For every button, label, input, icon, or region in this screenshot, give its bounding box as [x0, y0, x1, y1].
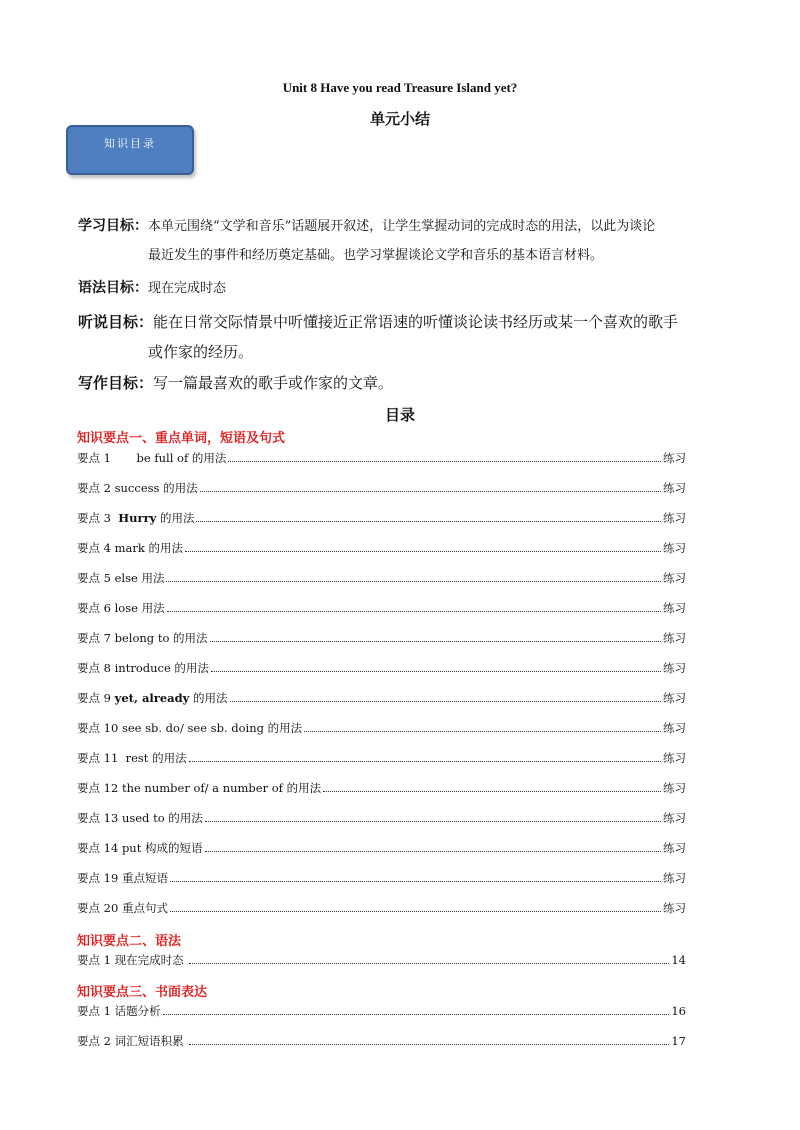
toc-entry[interactable]	[77, 840, 686, 858]
toc-entry-page-ref: 练习	[663, 481, 686, 495]
toc-entry-label	[77, 780, 321, 796]
toc-entry-page-ref: 练习	[663, 721, 686, 735]
toc-title: 目录	[384, 406, 415, 424]
writing-goal-label: 写作目标：	[78, 374, 154, 392]
toc-entry-text: 要点 13 used to 的用法	[77, 811, 203, 825]
toc-entry-text: 要点 14 put 构成的短语	[77, 841, 203, 855]
grammar-goal-label: 语法目标：	[78, 280, 148, 296]
writing-goal	[78, 372, 393, 394]
toc-entry-text: 要点 1 话题分析	[77, 1004, 161, 1018]
toc-dot-leader	[210, 630, 661, 642]
toc-entry-page-ref: 练习	[663, 451, 686, 465]
writing-goal-text: 写一篇最喜欢的歌手或作家的文章。	[153, 374, 394, 392]
toc-entry-label	[77, 810, 203, 826]
toc-entry-page-ref: 练习	[663, 661, 686, 675]
toc-entry[interactable]	[77, 600, 686, 618]
learning-goal-label: 学习目标：	[78, 218, 148, 234]
toc-entry-text: 要点 2 success 的用法	[77, 481, 198, 495]
toc-entry-text: 要点 3	[77, 511, 119, 525]
toc-dot-leader	[228, 450, 661, 462]
toc-section-heading: 知识要点二、语法	[77, 934, 182, 949]
knowledge-directory-box	[66, 125, 194, 175]
toc-entry-page-ref: 练习	[663, 781, 686, 795]
toc-dot-leader	[211, 660, 661, 672]
toc-entry-text: 要点 5 else 用法	[77, 571, 165, 585]
toc-dot-leader	[323, 780, 661, 792]
toc-dot-leader	[304, 720, 661, 732]
toc-entry-label	[77, 450, 226, 466]
toc-entry-page-ref: 练习	[663, 901, 686, 915]
toc-entry-page-ref: 练习	[663, 631, 686, 645]
grammar-goal	[78, 278, 226, 299]
toc-entry-label	[77, 720, 302, 736]
toc-dot-leader	[189, 952, 669, 964]
toc-dot-leader	[189, 750, 661, 762]
toc-entry-page-ref: 练习	[663, 751, 686, 765]
toc-entry-page-ref: 练习	[663, 511, 686, 525]
toc-entry-page-ref: 17	[671, 1034, 686, 1048]
toc-dot-leader	[170, 870, 661, 882]
toc-entry[interactable]	[77, 1033, 686, 1051]
toc-entry-page-ref: 16	[671, 1004, 686, 1018]
toc-entry-label	[77, 480, 198, 496]
learning-goal-text: 本单元围绕“文学和音乐”话题展开叙述，让学生掌握动词的完成时态的用法，以此为谈论	[148, 219, 656, 234]
listening-speaking-goal-text: 能在日常交际情景中听懂接近正常语速的听懂谈论读书经历或某一个喜欢的歌手	[153, 313, 679, 331]
toc-entry-page-ref: 练习	[663, 691, 686, 705]
toc-dot-leader	[205, 810, 661, 822]
toc-entry-label	[77, 870, 168, 886]
toc-entry-label	[77, 1003, 161, 1019]
toc-entry[interactable]	[77, 660, 686, 678]
toc-entry[interactable]	[77, 870, 686, 888]
toc-entry-label	[77, 750, 187, 766]
toc-entry-label	[77, 630, 208, 646]
knowledge-directory-label: 知识目录	[104, 137, 156, 150]
toc-entry-text: 要点 1 be full of 的用法	[77, 451, 227, 465]
toc-entry-label	[77, 952, 187, 968]
toc-entry-label	[77, 600, 165, 616]
toc-entry[interactable]	[77, 510, 686, 528]
toc-entry-label	[77, 840, 203, 856]
toc-dot-leader	[167, 600, 661, 612]
toc-entry-text: 要点 11 rest 的用法	[77, 751, 187, 765]
toc-entry-text-suffix: 的用法	[189, 691, 228, 705]
listening-speaking-goal-text-cont: 或作家的经历。	[148, 343, 254, 361]
toc-entry-page-ref: 练习	[663, 841, 686, 855]
toc-dot-leader	[163, 1003, 670, 1015]
toc-dot-leader	[230, 690, 662, 702]
toc-section-heading: 知识要点一、重点单词，短语及句式	[77, 431, 286, 446]
toc-entry-text: 要点 20 重点句式	[77, 901, 168, 915]
toc-section-heading: 知识要点三、书面表达	[77, 985, 208, 1000]
toc-entry-page-ref: 14	[671, 953, 686, 967]
toc-entry[interactable]	[77, 750, 686, 768]
toc-entry-text-suffix: 的用法	[156, 511, 195, 525]
summary-title: 单元小结	[369, 110, 430, 128]
toc-entry-page-ref: 练习	[663, 811, 686, 825]
toc-entry[interactable]	[77, 480, 686, 498]
toc-entry[interactable]	[77, 690, 686, 708]
toc-entry-text: 要点 9	[77, 691, 115, 705]
toc-entry[interactable]	[77, 952, 686, 970]
toc-entry-text: 要点 10 see sb. do/ see sb. doing 的用法	[77, 721, 303, 735]
toc-entry-label	[77, 660, 209, 676]
toc-entry-text: 要点 4 mark 的用法	[77, 541, 184, 555]
toc-entry[interactable]	[77, 810, 686, 828]
toc-dot-leader	[189, 1033, 669, 1045]
toc-entry-page-ref: 练习	[663, 601, 686, 615]
toc-entry-label	[77, 900, 168, 916]
toc-entry-text: 要点 7 belong to 的用法	[77, 631, 208, 645]
toc-dot-leader	[166, 570, 661, 582]
toc-entry-label	[77, 570, 164, 586]
toc-entry-text: 要点 12 the number of/ a number of 的用法	[77, 781, 322, 795]
toc-entry[interactable]	[77, 900, 686, 918]
grammar-goal-text: 现在完成时态	[148, 281, 227, 296]
toc-entry[interactable]	[77, 540, 686, 558]
toc-entry-text: 要点 1 现在完成时态	[77, 953, 188, 967]
toc-dot-leader	[185, 540, 661, 552]
toc-dot-leader	[200, 480, 661, 492]
toc-entry[interactable]	[77, 720, 686, 738]
toc-entry-text: 要点 6 lose 用法	[77, 601, 165, 615]
toc-entry-keyword: Hurry	[118, 511, 157, 525]
toc-entry-keyword: yet, already	[114, 691, 190, 705]
listening-speaking-goal	[78, 311, 738, 363]
toc-entry-text: 要点 8 introduce 的用法	[77, 661, 209, 675]
toc-entry-label	[77, 510, 194, 526]
toc-dot-leader	[170, 900, 661, 912]
toc-entry-label	[77, 690, 228, 706]
toc-entry-text: 要点 19 重点短语	[77, 871, 168, 885]
toc-entry-label	[77, 1033, 187, 1049]
toc-entry[interactable]	[77, 570, 686, 588]
toc-dot-leader	[205, 840, 662, 852]
listening-speaking-goal-label: 听说目标：	[78, 313, 154, 331]
toc-entry-page-ref: 练习	[663, 541, 686, 555]
unit-title: Unit 8 Have you read Treasure Island yet?	[282, 80, 518, 95]
learning-goal-text-cont: 最近发生的事件和经历奠定基础。也学习掌握谈论文学和音乐的基本语言材料。	[148, 248, 604, 263]
toc-dot-leader	[196, 510, 661, 522]
toc-entry-page-ref: 练习	[663, 571, 686, 585]
toc-entry[interactable]	[77, 630, 686, 648]
toc-entry[interactable]	[77, 1003, 686, 1021]
toc-entry[interactable]	[77, 780, 686, 798]
toc-entry-text: 要点 2 词汇短语积累	[77, 1034, 188, 1048]
toc-entry-label	[77, 540, 183, 556]
toc-entry[interactable]	[77, 450, 686, 468]
learning-goal	[78, 216, 728, 266]
toc-entry-page-ref: 练习	[663, 871, 686, 885]
